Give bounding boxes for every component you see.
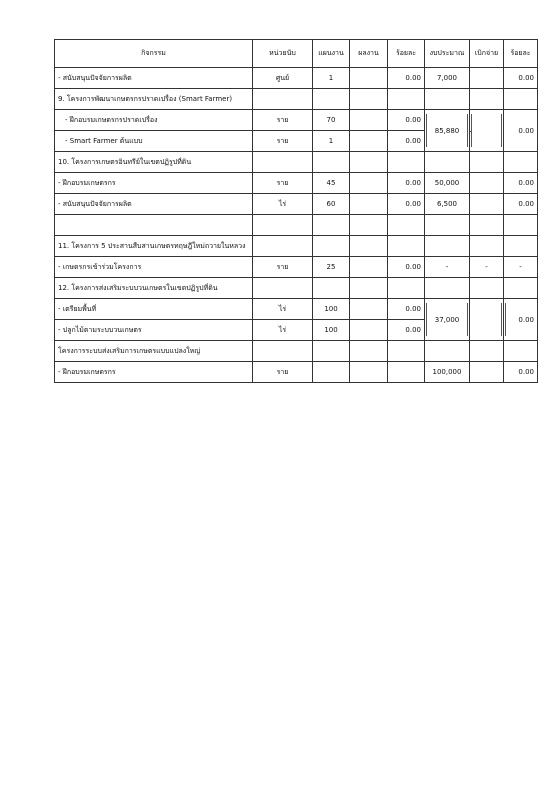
table-header-row xyxy=(55,40,538,68)
plan-cell: 100 xyxy=(313,299,350,320)
result-cell xyxy=(350,257,388,278)
plan-cell xyxy=(313,362,350,383)
unit-cell: ไร่ xyxy=(253,299,313,320)
percent-cell: 0.00 xyxy=(388,131,425,152)
activity-cell: - ฝึกอบรมเกษตรกร xyxy=(55,173,253,194)
project-heading-cell: โครงการระบบส่งเสริมการเกษตรแบบแปลงใหญ่ xyxy=(55,341,253,362)
result-cell xyxy=(350,194,388,215)
activity-budget-table xyxy=(54,39,538,383)
result-cell xyxy=(350,131,388,152)
header-plan: แผนงาน xyxy=(313,40,350,68)
project-heading-cell: 12. โครงการส่งเสริมระบบวนเกษตรในเขตปฏิรูปที่ดิน xyxy=(55,278,253,299)
disbursed-cell: - xyxy=(470,257,504,278)
table-row xyxy=(55,68,538,89)
budget-cell: 6,500 xyxy=(425,194,470,215)
grouped-disbursed-cell xyxy=(470,110,504,152)
table-row xyxy=(55,194,538,215)
header-unit: หน่วยนับ xyxy=(253,40,313,68)
unit-cell: ไร่ xyxy=(253,320,313,341)
table-row xyxy=(55,362,538,383)
grouped-percent-cell: 0.00 xyxy=(504,110,538,152)
project-heading-cell: 11. โครงการ 5 ประสานสืบสานเกษตรทฤษฎีใหม่ถวายในหลวง xyxy=(55,236,253,257)
project-heading-cell: 9. โครงการพัฒนาเกษตรกรปราดเปรื่อง (Smart Farmer) xyxy=(55,89,253,110)
activity-cell: - ฝึกอบรมเกษตรกรปราดเปรื่อง xyxy=(55,110,253,131)
budget-cell: 100,000 xyxy=(425,362,470,383)
activity-cell: - Smart Farmer ต้นแบบ xyxy=(55,131,253,152)
disbursed-cell xyxy=(470,362,504,383)
budget-cell: 50,000 xyxy=(425,173,470,194)
percent-cell: 0.00 xyxy=(388,173,425,194)
unit-cell: ราย xyxy=(253,110,313,131)
grouped-budget-cell: 85,880 xyxy=(425,110,470,152)
percent-cell xyxy=(388,362,425,383)
percent-cell: 0.00 xyxy=(388,110,425,131)
grouped-budget-cell: 37,000 xyxy=(425,299,470,341)
result-cell xyxy=(350,299,388,320)
plan-cell: 60 xyxy=(313,194,350,215)
result-cell xyxy=(350,68,388,89)
percent-disbursed-cell: 0.00 xyxy=(504,173,538,194)
header-budget: งบประมาณ xyxy=(425,40,470,68)
unit-cell: ไร่ xyxy=(253,194,313,215)
table-row xyxy=(55,173,538,194)
header-percent: ร้อยละ xyxy=(388,40,425,68)
table-row xyxy=(55,341,538,362)
unit-cell: ราย xyxy=(253,362,313,383)
percent-disbursed-cell: 0.00 xyxy=(504,194,538,215)
activity-cell: - ปลูกไม้ตามระบบวนเกษตร xyxy=(55,320,253,341)
project-heading-cell: 10. โครงการเกษตรอินทรีย์ในเขตปฏิรูปที่ดิน xyxy=(55,152,253,173)
grouped-disbursed-cell xyxy=(470,299,504,341)
table-row xyxy=(55,89,538,110)
plan-cell: 1 xyxy=(313,68,350,89)
unit-cell: ศูนย์ xyxy=(253,68,313,89)
percent-cell: 0.00 xyxy=(388,320,425,341)
header-result: ผลงาน xyxy=(350,40,388,68)
table-row xyxy=(55,152,538,173)
empty-row xyxy=(55,215,538,236)
table-row xyxy=(55,236,538,257)
percent-disbursed-cell: 0.00 xyxy=(504,68,538,89)
disbursed-cell xyxy=(470,194,504,215)
plan-cell: 100 xyxy=(313,320,350,341)
disbursed-cell xyxy=(470,173,504,194)
result-cell xyxy=(350,110,388,131)
unit-cell: ราย xyxy=(253,257,313,278)
percent-cell: 0.00 xyxy=(388,299,425,320)
plan-cell: 70 xyxy=(313,110,350,131)
percent-cell: 0.00 xyxy=(388,194,425,215)
budget-cell: - xyxy=(425,257,470,278)
percent-disbursed-cell: - xyxy=(504,257,538,278)
activity-cell: - สนับสนุนปัจจัยการผลิต xyxy=(55,194,253,215)
unit-cell: ราย xyxy=(253,173,313,194)
table-row xyxy=(55,299,538,320)
plan-cell: 25 xyxy=(313,257,350,278)
grouped-percent-cell: 0.00 xyxy=(504,299,538,341)
result-cell xyxy=(350,320,388,341)
table-row xyxy=(55,110,538,131)
table-row xyxy=(55,257,538,278)
unit-cell: ราย xyxy=(253,131,313,152)
budget-cell: 7,000 xyxy=(425,68,470,89)
result-cell xyxy=(350,173,388,194)
table-row xyxy=(55,278,538,299)
header-percent-disbursed: ร้อยละ xyxy=(504,40,538,68)
disbursed-cell xyxy=(470,68,504,89)
header-disbursed: เบิกจ่าย xyxy=(470,40,504,68)
plan-cell: 45 xyxy=(313,173,350,194)
percent-cell: 0.00 xyxy=(388,68,425,89)
header-activity: กิจกรรม xyxy=(55,40,253,68)
activity-cell: - เตรียมพื้นที่ xyxy=(55,299,253,320)
percent-cell: 0.00 xyxy=(388,257,425,278)
plan-cell: 1 xyxy=(313,131,350,152)
activity-cell: - ฝึกอบรมเกษตรกร xyxy=(55,362,253,383)
result-cell xyxy=(350,362,388,383)
activity-cell: - เกษตรกรเข้าร่วมโครงการ xyxy=(55,257,253,278)
percent-disbursed-cell: 0.00 xyxy=(504,362,538,383)
activity-cell: - สนับสนุนปัจจัยการผลิต xyxy=(55,68,253,89)
